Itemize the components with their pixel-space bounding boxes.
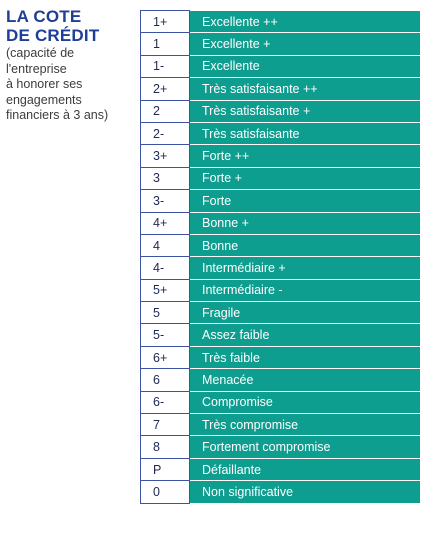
rating-label: Très satisfaisante xyxy=(190,122,421,144)
rating-code: 2- xyxy=(141,122,190,144)
rating-code: 8 xyxy=(141,436,190,458)
description-line: financiers à 3 ans) xyxy=(6,108,109,122)
rating-label: Fortement compromise xyxy=(190,436,421,458)
rating-row xyxy=(141,481,421,503)
rating-row xyxy=(141,458,421,480)
rating-row xyxy=(141,302,421,324)
title-line-1: LA COTE xyxy=(6,7,82,26)
description-line: engagements xyxy=(6,92,82,107)
rating-row xyxy=(141,436,421,458)
rating-row xyxy=(141,212,421,234)
title-description xyxy=(6,46,131,124)
rating-row xyxy=(141,391,421,413)
rating-row xyxy=(141,78,421,100)
rating-table-container xyxy=(140,10,420,504)
rating-code: 6- xyxy=(141,391,190,413)
rating-code: 1- xyxy=(141,55,190,77)
rating-label: Très satisfaisante + xyxy=(190,100,421,122)
rating-row xyxy=(141,414,421,436)
rating-code: 6 xyxy=(141,369,190,391)
rating-label: Bonne + xyxy=(190,212,421,234)
rating-code: 0 xyxy=(141,481,190,503)
rating-label: Forte xyxy=(190,190,421,212)
rating-code: 5- xyxy=(141,324,190,346)
rating-code: 1 xyxy=(141,33,190,55)
rating-label: Excellente + xyxy=(190,33,421,55)
rating-label: Forte ++ xyxy=(190,145,421,167)
rating-row xyxy=(141,190,421,212)
rating-label: Excellente xyxy=(190,55,421,77)
rating-row xyxy=(141,145,421,167)
rating-row xyxy=(141,257,421,279)
description-line: l'entreprise xyxy=(6,61,67,76)
rating-row xyxy=(141,346,421,368)
rating-table-body xyxy=(141,11,421,504)
rating-row xyxy=(141,279,421,301)
rating-row xyxy=(141,122,421,144)
rating-code: 2 xyxy=(141,100,190,122)
rating-row xyxy=(141,324,421,346)
rating-label: Menacée xyxy=(190,369,421,391)
rating-code: 1+ xyxy=(141,11,190,33)
rating-code: 5+ xyxy=(141,279,190,301)
rating-code: 5 xyxy=(141,302,190,324)
rating-code: P xyxy=(141,458,190,480)
rating-row xyxy=(141,167,421,189)
rating-code: 2+ xyxy=(141,78,190,100)
rating-label: Défaillante xyxy=(190,458,421,480)
rating-row xyxy=(141,55,421,77)
rating-label: Forte + xyxy=(190,167,421,189)
rating-code: 4+ xyxy=(141,212,190,234)
description-line: à honorer ses xyxy=(6,77,83,91)
title-line-2: DE CRÉDIT xyxy=(6,26,100,45)
rating-row xyxy=(141,100,421,122)
rating-row xyxy=(141,33,421,55)
rating-label: Non significative xyxy=(190,481,421,503)
rating-code: 3- xyxy=(141,190,190,212)
rating-label: Très satisfaisante ++ xyxy=(190,78,421,100)
rating-row xyxy=(141,369,421,391)
rating-code: 7 xyxy=(141,414,190,436)
rating-label: Intermédiaire - xyxy=(190,279,421,301)
rating-label: Excellente ++ xyxy=(190,11,421,33)
heading-block xyxy=(6,7,131,124)
rating-label: Très faible xyxy=(190,346,421,368)
rating-row xyxy=(141,234,421,256)
rating-code: 6+ xyxy=(141,346,190,368)
rating-code: 4 xyxy=(141,234,190,256)
rating-label: Assez faible xyxy=(190,324,421,346)
rating-code: 4- xyxy=(141,257,190,279)
rating-code: 3+ xyxy=(141,145,190,167)
rating-label: Compromise xyxy=(190,391,421,413)
page-title xyxy=(6,7,131,45)
rating-table xyxy=(140,10,420,504)
rating-code: 3 xyxy=(141,167,190,189)
description-line: (capacité de xyxy=(6,46,75,60)
rating-label: Fragile xyxy=(190,302,421,324)
rating-label: Bonne xyxy=(190,234,421,256)
rating-row xyxy=(141,11,421,33)
rating-label: Intermédiaire + xyxy=(190,257,421,279)
rating-label: Très compromise xyxy=(190,414,421,436)
